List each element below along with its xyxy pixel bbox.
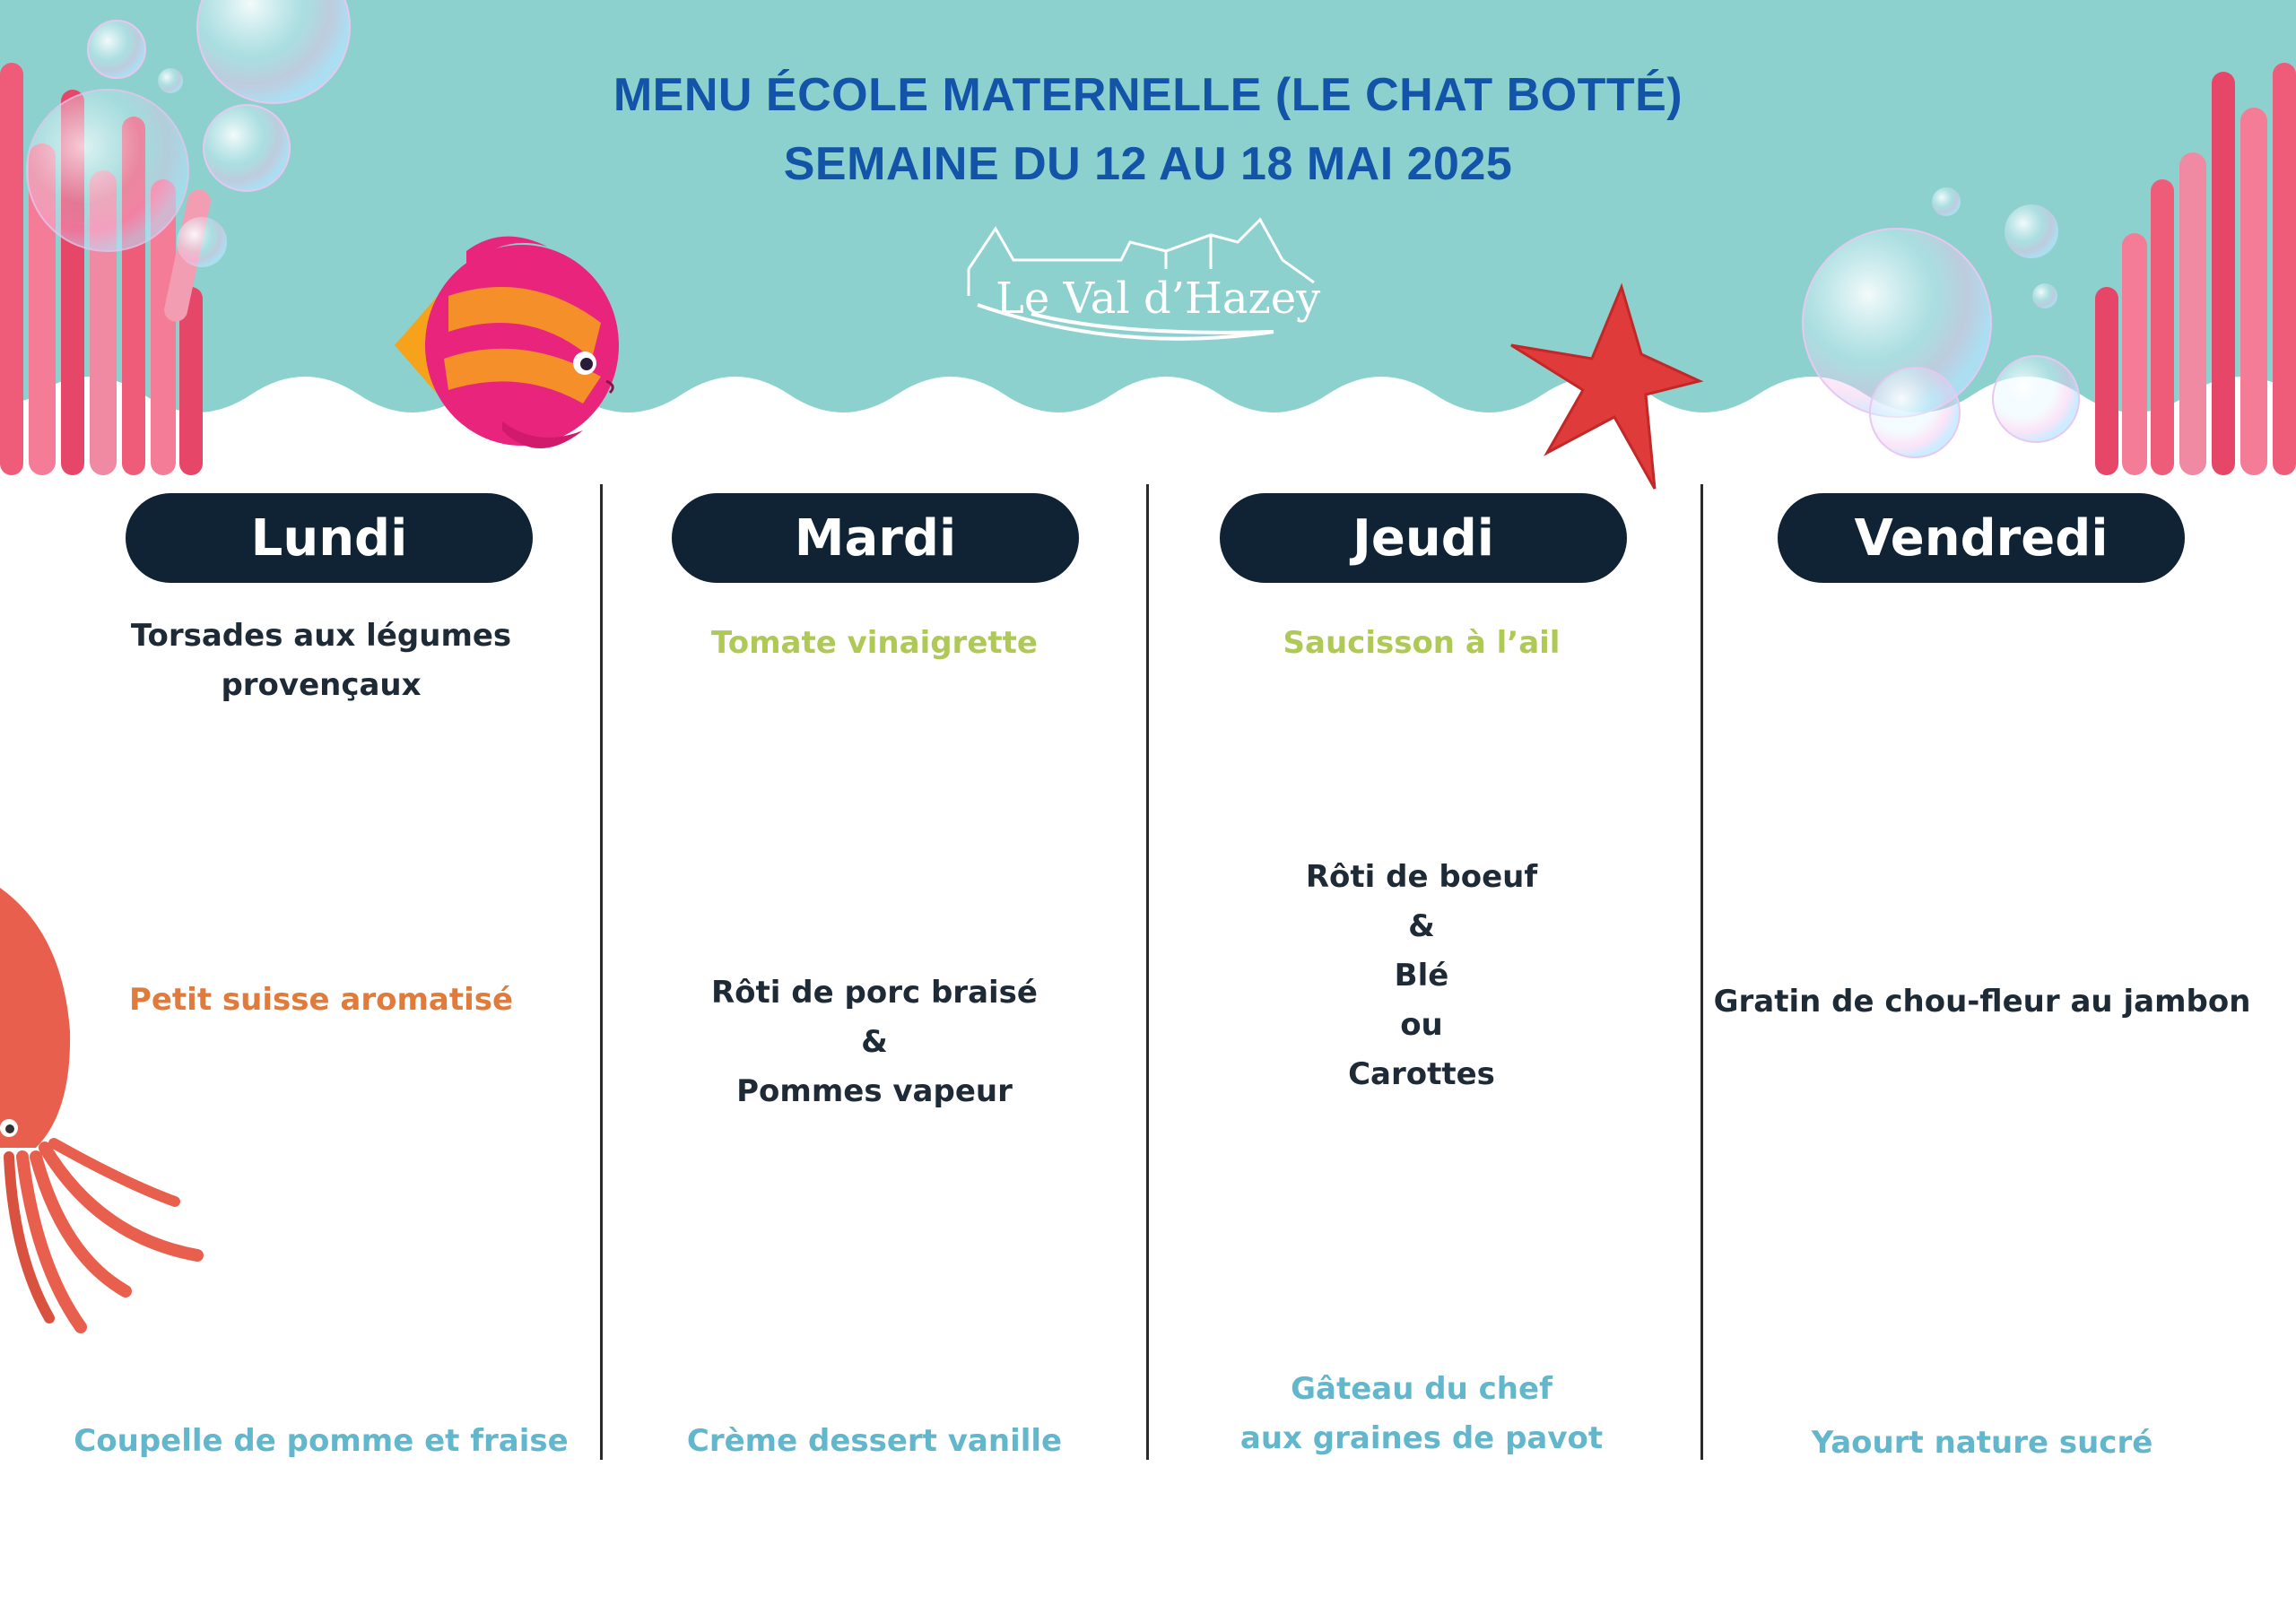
menu-line: ou [1400, 1007, 1443, 1043]
column-divider [600, 484, 603, 1460]
menu-line: Rôti de porc braisé [711, 975, 1038, 1011]
main-dish [605, 968, 1144, 1116]
day-header-jeudi: Jeudi [1220, 493, 1627, 583]
dessert [605, 1417, 1144, 1466]
day-header-lundi: Lundi [126, 493, 533, 583]
menu-line: Saucisson à l’ail [1283, 625, 1561, 661]
menu-line: provençaux [221, 667, 422, 703]
main-dish [1152, 853, 1691, 1099]
menu-line: Torsades aux légumes [130, 618, 512, 654]
menu-line: Crème dessert vanille [686, 1423, 1063, 1459]
day-header-mardi: Mardi [672, 493, 1079, 583]
dessert [1713, 1419, 2251, 1468]
menu-line: aux graines de pavot [1239, 1420, 1604, 1456]
menu-line: & [1408, 908, 1435, 944]
menu-line: Gâteau du chef [1291, 1371, 1552, 1407]
menu-line: Gratin de chou-fleur au jambon [1713, 984, 2251, 1020]
dessert [52, 1417, 590, 1466]
column-divider [1700, 484, 1703, 1460]
menu-line: Rôti de boeuf [1305, 859, 1538, 895]
menu-line: Carottes [1348, 1056, 1495, 1092]
day-column-mardi [605, 0, 1144, 1623]
menu-line: Coupelle de pomme et fraise [74, 1423, 569, 1459]
starter [605, 619, 1144, 668]
menu-line: Petit suisse aromatisé [128, 982, 514, 1018]
day-column-jeudi [1152, 0, 1691, 1623]
day-column-vendredi [1713, 0, 2251, 1623]
starter [52, 612, 590, 710]
page-subtitle: SEMAINE DU 12 AU 18 MAI 2025 [783, 138, 1513, 190]
menu-line: Blé [1394, 958, 1449, 994]
menu-line: Pommes vapeur [736, 1073, 1013, 1109]
starter [1152, 619, 1691, 668]
main-dish [1713, 977, 2251, 1027]
main-dish [52, 976, 590, 1025]
menu-line: Tomate vinaigrette [711, 625, 1038, 661]
menu-line: & [861, 1024, 888, 1060]
page-title: MENU ÉCOLE MATERNELLE (LE CHAT BOTTÉ) [613, 69, 1683, 121]
day-column-lundi [52, 0, 590, 1623]
day-header-vendredi: Vendredi [1778, 493, 2185, 583]
column-divider [1146, 484, 1149, 1460]
dessert [1152, 1365, 1691, 1463]
logo-text: Le Val d’Hazey [996, 273, 1321, 324]
menu-line: Yaourt nature sucré [1811, 1425, 2153, 1461]
